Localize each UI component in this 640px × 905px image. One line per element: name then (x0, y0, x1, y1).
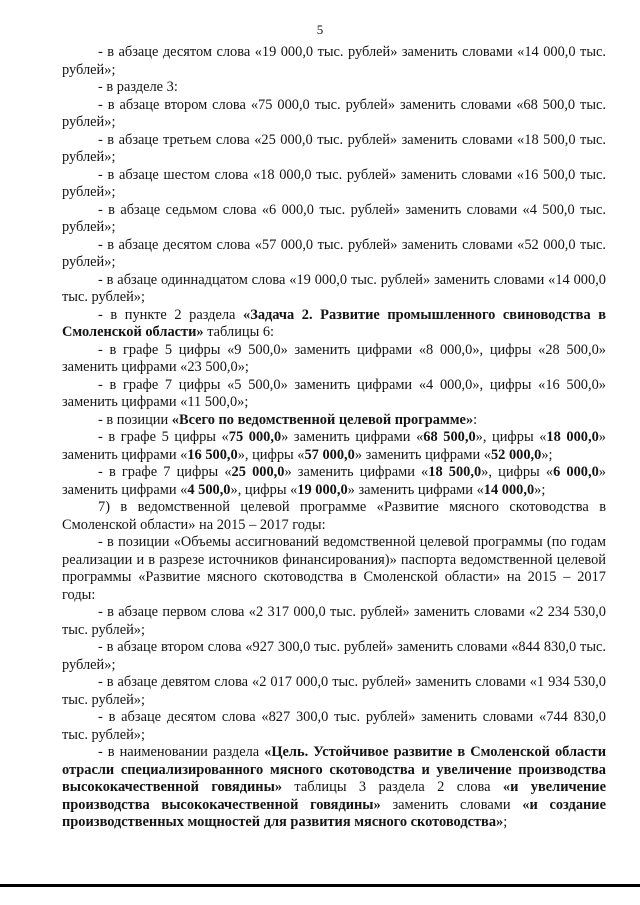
text-run: »; (534, 481, 546, 498)
paragraph (62, 412, 606, 430)
paragraph: - в графе 7 цифры «5 500,0» заменить цифрами «4 000,0», цифры «16 500,0» заменить цифрами «11 500,0»; (62, 376, 606, 410)
text-run: : (473, 411, 478, 428)
text-run: - в графе 7 цифры « (98, 464, 232, 480)
text-run: » заменить цифрами « (354, 446, 491, 463)
bold-text: 52 000,0 (490, 446, 542, 463)
bold-text: 4 500,0 (187, 481, 231, 498)
text-run: » заменить цифрами « (62, 429, 606, 463)
text-run: » заменить цифрами « (284, 464, 429, 480)
text-run: » заменить цифрами « (347, 481, 484, 498)
bold-text: 18 000,0 (546, 429, 599, 445)
text-run: таблицы 3 раздела 2 слова (282, 779, 503, 795)
bold-text: 25 000,0 (231, 464, 285, 480)
bold-text: 18 500,0 (428, 464, 482, 480)
paragraph (62, 307, 606, 342)
paragraph: - в графе 5 цифры «9 500,0» заменить цифрами «8 000,0», цифры «28 500,0» заменить цифрами «23 500,0»; (62, 341, 606, 375)
document-body (62, 44, 606, 832)
paragraph: - в абзаце первом слова «2 317 000,0 тыс. рублей» заменить словами «2 234 530,0 тыс. рублей»; (62, 604, 606, 638)
text-run: таблицы 6: (203, 324, 275, 340)
paragraph (62, 744, 606, 832)
text-run: - в графе 5 цифры « (98, 429, 229, 445)
page-bottom-rule (0, 884, 640, 887)
paragraph (62, 429, 606, 464)
bold-text: 6 000,0 (553, 464, 599, 480)
bold-text: 19 000,0 (297, 481, 348, 498)
bold-text: 68 500,0 (423, 429, 476, 445)
text-run: » заменить цифрами « (62, 464, 606, 498)
text-run: - в позиции (98, 411, 172, 428)
paragraph: - в абзаце десятом слова «19 000,0 тыс. рублей» заменить словами «14 000,0 тыс. рублей»; (62, 44, 606, 78)
paragraph: - в абзаце втором слова «927 300,0 тыс. рублей» заменить словами «844 830,0 тыс. рублей»; (62, 639, 606, 673)
bold-text: «Цель. Устойчивое развитие в Смоленской области отрасли специализированного мясного скотоводства и увеличение производства высококачественной говядины» (62, 744, 606, 795)
paragraph: - в абзаце девятом слова «2 017 000,0 тыс. рублей» заменить словами «1 934 530,0 тыс. рублей»; (62, 674, 606, 708)
paragraph (62, 464, 606, 499)
text-run: - в пункте 2 раздела (98, 306, 244, 323)
bold-text: «и увеличение производства высококачественной говядины» (62, 779, 606, 813)
paragraph: - в абзаце седьмом слова «6 000,0 тыс. рублей» заменить словами «4 500,0 тыс. рублей»; (62, 201, 606, 235)
paragraph: - в позиции «Объемы ассигнований ведомственной целевой программы (по годам реализации и в разрезе источников финансирования)» паспорта ведомственной целевой программы «Развитие мясного скотоводства в Смоленской области» на 2015 – 2017 годы: (62, 534, 606, 603)
text-run: заменить словами (380, 796, 523, 813)
text-run: », цифры « (230, 481, 298, 498)
text-run: »; (541, 446, 553, 463)
text-run: ; (503, 814, 508, 830)
bold-text: 14 000,0 (483, 481, 535, 498)
text-run: », цифры « (481, 464, 554, 480)
paragraph: - в абзаце втором слова «75 000,0 тыс. рублей» заменить словами «68 500,0 тыс. рублей»; (62, 96, 606, 130)
paragraph: - в абзаце одиннадцатом слова «19 000,0 тыс. рублей» заменить словами «14 000,0 тыс. рублей»; (62, 271, 606, 305)
paragraph: - в абзаце третьем слова «25 000,0 тыс. рублей» заменить словами «18 500,0 тыс. рублей»; (62, 131, 606, 165)
text-run: », цифры « (237, 446, 305, 463)
paragraph: - в разделе 3: (98, 79, 178, 95)
paragraph: - в абзаце десятом слова «57 000,0 тыс. рублей» заменить словами «52 000,0 тыс. рублей»; (62, 236, 606, 270)
bold-text: «Задача 2. Развитие промышленного свиноводства в Смоленской области» (62, 306, 606, 340)
paragraph: - в абзаце десятом слова «827 300,0 тыс. рублей» заменить словами «744 830,0 тыс. рублей»; (62, 709, 606, 743)
bold-text: 57 000,0 (304, 446, 355, 463)
bold-text: «и создание производственных мощностей для развития мясного скотоводства» (62, 796, 606, 830)
bold-text: «Всего по ведомственной целевой программе» (171, 411, 474, 428)
paragraph: 7) в ведомственной целевой программе «Развитие мясного скотоводства в Смоленской области» на 2015 – 2017 годы: (62, 499, 606, 533)
bold-text: 16 500,0 (187, 446, 238, 463)
text-run: - в наименовании раздела (98, 744, 265, 760)
text-run: » заменить цифрами « (281, 429, 424, 445)
page-number: 5 (316, 22, 324, 37)
text-run: », цифры « (475, 429, 547, 445)
paragraph: - в абзаце шестом слова «18 000,0 тыс. рублей» заменить словами «16 500,0 тыс. рублей»; (62, 166, 606, 200)
bold-text: 75 000,0 (228, 429, 282, 445)
